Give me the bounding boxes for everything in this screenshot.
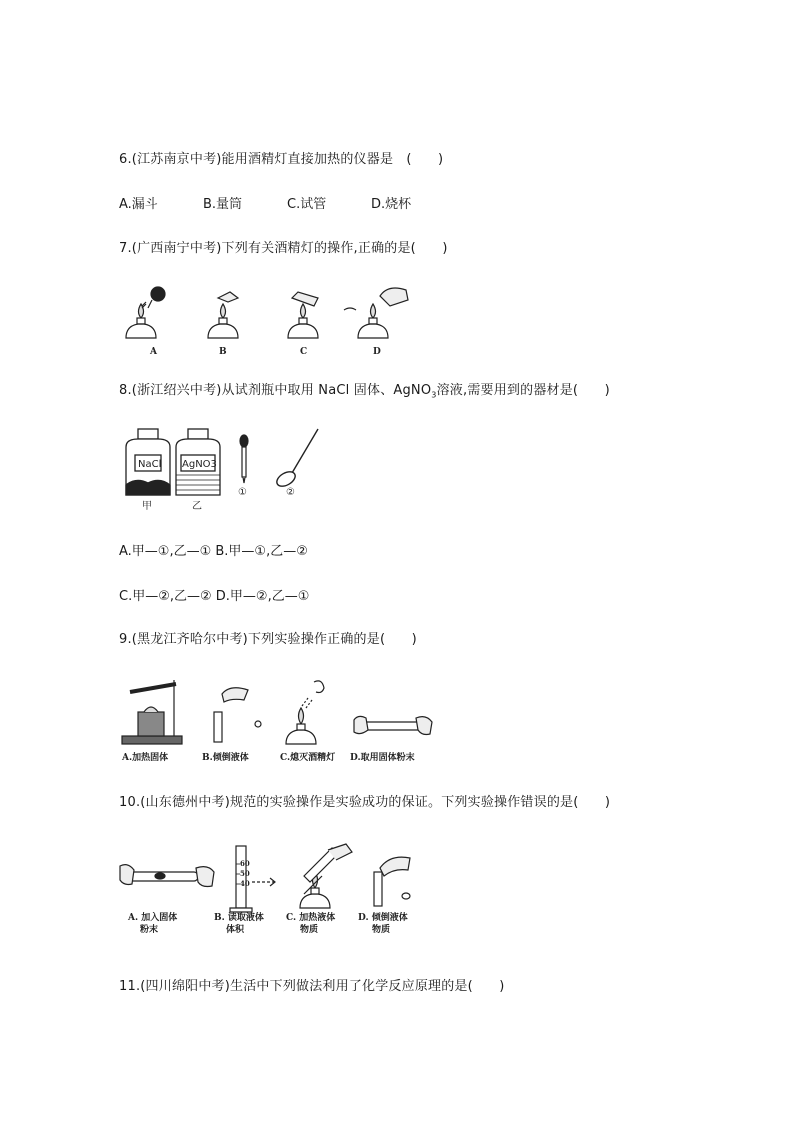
label-circle-1: ① (238, 487, 247, 498)
question-10-stem: 10.(山东德州中考)规范的实验操作是实验成功的保证。下列实验操作错误的是( ) (119, 795, 611, 810)
q10-label-d-1: D. 倾倒液体 (358, 913, 408, 923)
question-9-figure (118, 672, 438, 767)
scale-mark-60: 60 (240, 859, 250, 868)
question-7-stem: 7.(广西南宁中考)下列有关酒精灯的操作,正确的是( ) (119, 241, 448, 256)
label-jia: 甲 (142, 501, 152, 512)
figure-label-d: D (373, 347, 381, 357)
alcohol-lamp-a (126, 287, 165, 338)
alcohol-lamp-d (344, 288, 408, 338)
pouring-liquid-icon (214, 688, 261, 742)
q9-label-d: D.取用固体粉末 (350, 753, 415, 763)
q9-label-b: B.倾倒液体 (202, 753, 249, 763)
q10-label-a-2: 粉末 (140, 925, 159, 935)
question-8-options-line-1: A.甲—①,乙—① B.甲—①,乙—② (119, 544, 308, 559)
question-6-option-b: B.量筒 (203, 197, 243, 212)
q9-label-a: A.加热固体 (122, 753, 169, 763)
label-yi: 乙 (192, 501, 202, 512)
q10-label-c-1: C. 加热液体 (286, 913, 336, 923)
spoon-icon (274, 429, 318, 489)
q10-label-c-2: 物质 (300, 925, 319, 935)
figure-label-b: B (219, 347, 227, 357)
alcohol-lamp-b (208, 292, 238, 338)
q10-label-b-2: 体积 (226, 925, 245, 935)
q9-label-c: C.熄灭酒精灯 (280, 753, 336, 763)
question-6-option-a: A.漏斗 (119, 197, 158, 212)
alcohol-lamp-c (288, 292, 318, 338)
figure-label-c: C (300, 347, 308, 357)
bottle-label-agno3: AgNO3 (182, 459, 217, 470)
figure-label-a: A (150, 347, 157, 357)
graduated-cylinder-icon (230, 846, 275, 912)
question-6-option-d: D.烧杯 (371, 197, 412, 212)
question-10-figure (118, 840, 428, 940)
pour-liquid-icon (374, 857, 410, 906)
powder-transfer-icon (354, 716, 432, 734)
question-7-figure (118, 280, 418, 360)
question-8-figure (118, 425, 338, 515)
q10-label-d-2: 物质 (372, 925, 391, 935)
question-8-options-line-2: C.甲—②,乙—② D.甲—②,乙—① (119, 589, 310, 604)
question-6-stem: 6.(江苏南京中考)能用酒精灯直接加热的仪器是 ( ) (119, 152, 444, 167)
dropper-icon (240, 435, 248, 483)
iron-stand-icon (122, 680, 182, 744)
scale-mark-50: 50 (240, 869, 250, 878)
q10-label-b-1: B. 读取液体 (214, 913, 264, 923)
add-powder-icon (120, 865, 214, 887)
extinguish-lamp-icon (286, 681, 324, 744)
bottle-label-nacl: NaCl (138, 459, 162, 470)
q10-label-a-1: A. 加入固体 (128, 913, 178, 923)
scale-mark-40: 40 (240, 879, 250, 888)
question-8-stem: 8.(浙江绍兴中考)从试剂瓶中取用 NaCl 固体、AgNO$_3$溶液,需要用到的器材是( ) (119, 383, 610, 400)
label-circle-2: ② (286, 487, 295, 498)
question-11-stem: 11.(四川绵阳中考)生活中下列做法利用了化学反应原理的是( ) (119, 979, 505, 994)
heating-test-tube-icon (300, 844, 352, 908)
question-9-stem: 9.(黑龙江齐哈尔中考)下列实验操作正确的是( ) (119, 632, 417, 647)
question-6-option-c: C.试管 (287, 197, 327, 212)
